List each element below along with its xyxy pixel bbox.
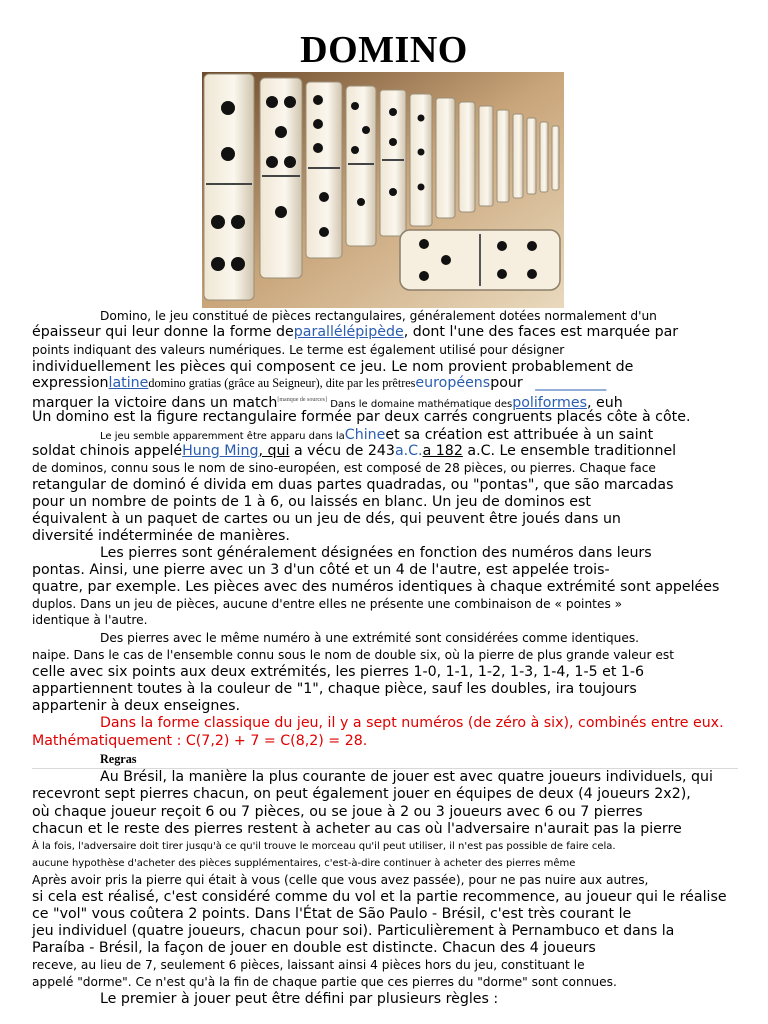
text-line: receve, au lieu de 7, seulement 6 pièces, laissant ainsi 4 pièces hors du jeu, constituant le: [32, 958, 585, 972]
text-line: Domino, le jeu constitué de pièces rectangulaires, généralement dotées normalement d'un: [100, 309, 657, 323]
text-line: Des pierres avec le même numéro à une extrémité sont considérées comme identiques.: [100, 631, 640, 645]
text-line: équivalent à un paquet de cartes ou un jeu de dés, qui peuvent être joués dans un: [32, 511, 621, 527]
formula-line: Mathématiquement : C(7,2) + 7 = C(8,2) = 28.: [32, 733, 368, 749]
text-span: Le jeu semble apparemment être apparu dans la: [100, 431, 345, 442]
text-span: expression: [32, 375, 109, 391]
text-span: a 182: [422, 443, 463, 459]
text-line: appartiennent toutes à la couleur de "1", chaque pièce, sauf les doubles, ira toujours: [32, 681, 637, 697]
text-span: domino gratias (grâce au Seigneur), dite par les prêtres: [148, 376, 416, 390]
text-span: soldat chinois appelé: [32, 443, 183, 459]
text-line: quatre, par exemple. Les pièces avec des numéros identiques à chaque extrémité sont appelées: [32, 579, 720, 595]
text-line: duplos. Dans un jeu de pièces, aucune d'entre elles ne présente une combinaison de « pointes »: [32, 597, 623, 611]
lying-domino: [400, 230, 560, 290]
formula-intro: Dans la forme classique du jeu, il y a sept numéros (de zéro à six), combinés entre eux.: [100, 715, 724, 731]
text-span: Dans le domaine mathématique des: [327, 399, 513, 410]
text-span: épaisseur qui leur donne la forme de: [32, 324, 294, 340]
text-line: de dominos, connu sous le nom de sino-européen, est composé de 28 pièces, ou pierres. Chaque face: [32, 461, 656, 475]
link-latine[interactable]: latine: [108, 375, 149, 391]
text-line: pontas. Ainsi, une pierre avec un 3 d'un côté et un 4 de l'autre, est appelée trois-: [32, 562, 610, 578]
text-line: À la fois, l'adversaire doit tirer jusqu'à ce qu'il trouve le morceau qu'il peut utiliser, il n'est pas possible de faire cela.: [32, 841, 616, 852]
text-line: Au Brésil, la manière la plus courante de jouer est avec quatre joueurs individuels, qui: [100, 769, 713, 785]
text-line: [32, 443, 676, 460]
link-blank[interactable]: __________: [535, 375, 607, 391]
text-span: et sa création est attribuée à un saint: [385, 427, 654, 443]
text-span: , dont l'une des faces est marquée par: [403, 324, 679, 340]
dominoes-illustration: [202, 72, 564, 308]
text-line: où chaque joueur reçoit 6 ou 7 pièces, ou se joue à 2 ou 3 joueurs avec 6 ou 7 pierres: [32, 804, 643, 820]
text-line: aucune hypothèse d'acheter des pièces supplémentaires, c'est-à-dire continuer à acheter des pierres même: [32, 858, 576, 869]
text-line: retangular de dominó é divida em duas partes quadradas, ou "pontas", que são marcadas: [32, 477, 674, 493]
text-line: naipe. Dans le cas de l'ensemble connu sous le nom de double six, où la pierre de plus grande valeur est: [32, 648, 674, 662]
text-line: pour un nombre de points de 1 à 6, ou laissés en blanc. Un jeu de dominos est: [32, 494, 591, 510]
text-line: [32, 375, 606, 392]
link-poliformes[interactable]: poliformes: [512, 395, 587, 411]
text-line: [32, 324, 678, 341]
text-line: appartenir à deux enseignes.: [32, 698, 241, 714]
text-line: Paraíba - Brésil, la façon de jouer en double est distincte. Chacun des 4 joueurs: [32, 940, 596, 956]
citation-needed[interactable]: [manque de sources]: [277, 397, 328, 403]
section-heading: Regras: [100, 752, 137, 766]
text-span: pour: [490, 375, 523, 391]
text-line: celle avec six points aux deux extrémités, les pierres 1-0, 1-1, 1-2, 1-3, 1-4, 1-5 et 1-6: [32, 664, 645, 680]
text-line: identique à l'autre.: [32, 613, 148, 627]
text-line: jeu individuel (quatre joueurs, chacun pour soi). Particulièrement à Pernambuco et dans la: [32, 923, 675, 939]
text-span: , qui: [258, 443, 290, 459]
text-line: ce "vol" vous coûtera 2 points. Dans l'État de São Paulo - Brésil, c'est très courant le: [32, 906, 632, 922]
link-hung-ming[interactable]: Hung Ming: [182, 443, 259, 459]
text-line: Après avoir pris la pierre qui était à vous (celle que vous avez passée), pour ne pas nuire aux autres,: [32, 873, 649, 887]
link-parallelepipede[interactable]: parallélépipède: [293, 324, 404, 340]
link-chine[interactable]: Chine: [344, 427, 386, 443]
text-line: Les pierres sont généralement désignées en fonction des numéros dans leurs: [100, 545, 652, 561]
text-line: chacun et le reste des pierres restent à acheter au cas où l'adversaire n'aurait pas la pierre: [32, 821, 682, 837]
text-line: recevront sept pierres chacun, on peut également jouer en équipes de deux (4 joueurs 2x2),: [32, 786, 691, 802]
link-europeens[interactable]: européens: [415, 375, 491, 391]
text-line: individuellement les pièces qui composent ce jeu. Le nom provient probablement de: [32, 359, 634, 375]
text-span: , euh: [587, 395, 623, 411]
text-line: Un domino est la figure rectangulaire formée par deux carrés congruents placés côte à côte.: [32, 409, 691, 425]
text-line: points indiquant des valeurs numériques. Le terme est également utilisé pour désigner: [32, 343, 565, 357]
page-title: DOMINO: [300, 29, 468, 71]
text-line: appelé "dorme". Ce n'est qu'à la fin de chaque partie que ces pierres du "dorme" sont connues.: [32, 975, 617, 989]
text-span: a vécu de 243: [289, 443, 395, 459]
text-line: diversité indéterminée de manières.: [32, 528, 290, 544]
text-span: a.C. Le ensemble traditionnel: [462, 443, 677, 459]
text-line: Le premier à jouer peut être défini par plusieurs règles :: [100, 991, 499, 1007]
text-span: marquer la victoire dans un match: [32, 395, 278, 411]
text-line: si cela est réalisé, c'est considéré comme du vol et la partie recommence, au joueur qui le réalise: [32, 889, 727, 905]
domino-photo: [202, 72, 564, 308]
link-ac[interactable]: a.C.: [394, 443, 423, 459]
